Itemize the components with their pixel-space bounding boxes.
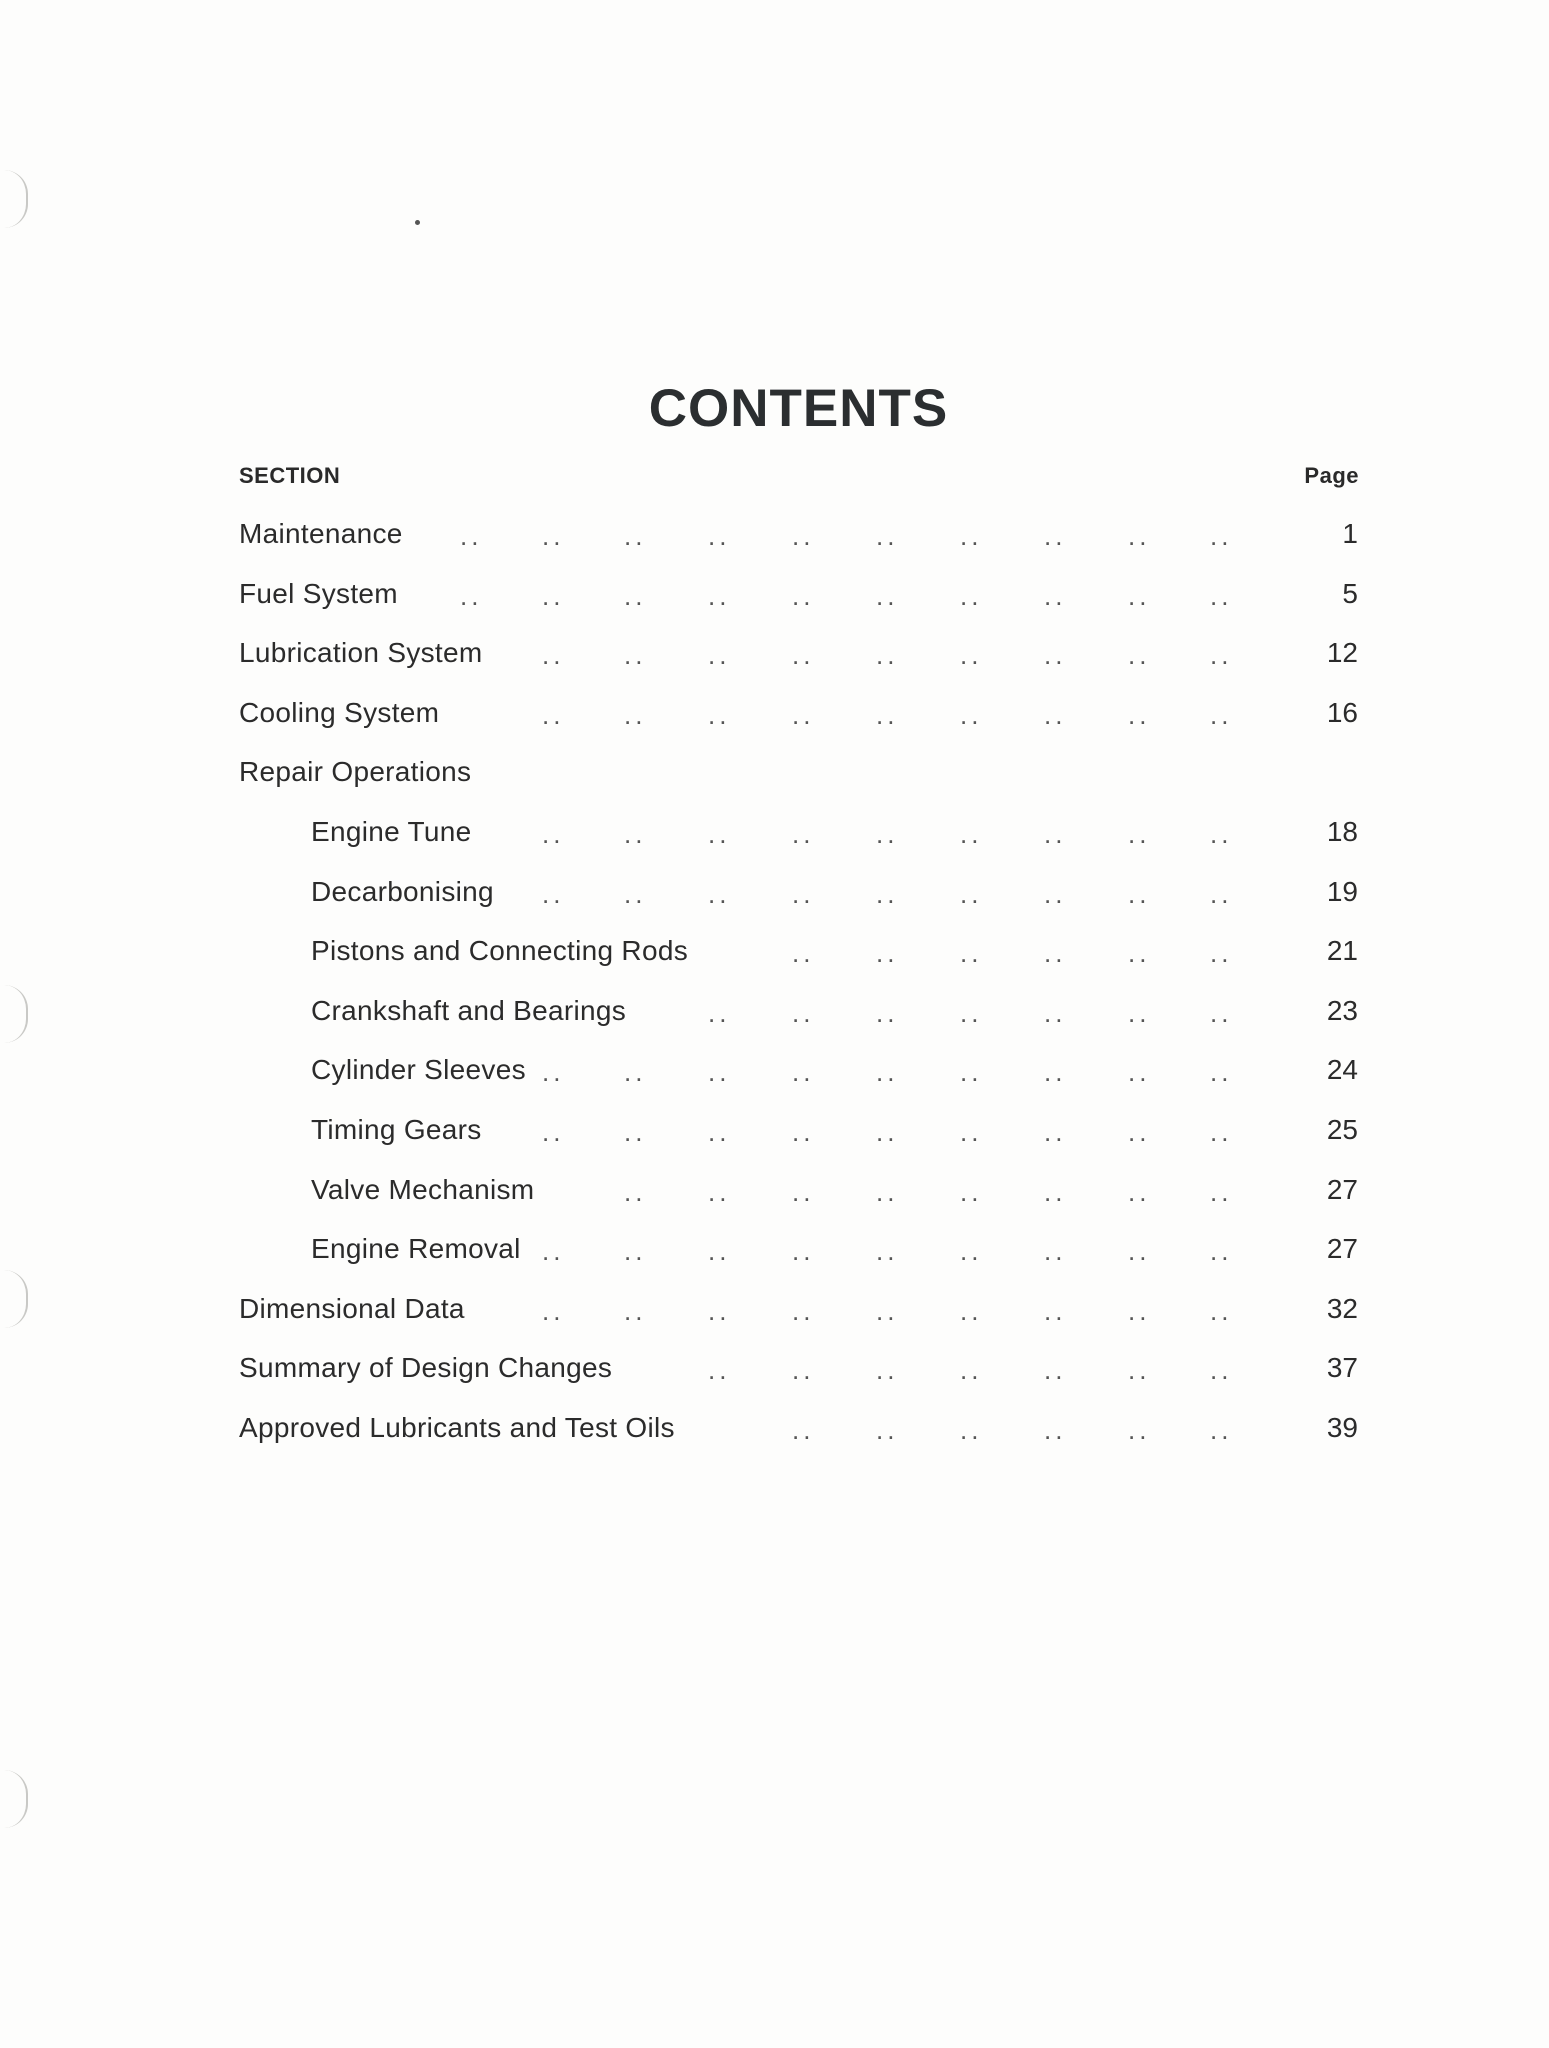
toc-leader-dots: .. (708, 1057, 731, 1088)
toc-leader-dots: .. (460, 521, 483, 551)
toc-leader-dots: .. (708, 640, 731, 671)
page-column-header: Page (1304, 463, 1359, 488)
toc-leader-dots: .. (1128, 640, 1151, 671)
toc-leader-dots: .. (1044, 580, 1067, 611)
toc-entry-page-number: 24 (1326, 1054, 1358, 1086)
toc-leader-dots: .. (1044, 1415, 1067, 1445)
toc-entry-label: Fuel System (239, 577, 398, 609)
toc-leader-dots: .. (876, 699, 899, 730)
toc-leader-dots: .. (624, 1117, 647, 1147)
toc-leader-dots: .. (876, 1176, 899, 1207)
toc-entry (0, 931, 1549, 971)
section-column-header: SECTION (239, 463, 341, 488)
toc-leader-dots: .. (960, 580, 983, 611)
toc-entry-page-number: 25 (1326, 1114, 1358, 1145)
toc-leader-dots: .. (1210, 699, 1233, 730)
toc-leader-dots: .. (792, 580, 815, 611)
toc-leader-dots: .. (792, 699, 815, 730)
toc-entry (0, 1110, 1549, 1150)
toc-leader-dots: .. (1210, 1355, 1233, 1386)
toc-leader-dots: .. (792, 819, 815, 849)
toc-leader-dots: .. (1128, 1295, 1151, 1326)
toc-leader-dots: .. (708, 878, 731, 909)
toc-leader-dots: .. (542, 580, 565, 611)
toc-entry-label: Decarbonising (311, 875, 494, 907)
toc-leader-dots: .. (1044, 938, 1067, 969)
toc-entry (0, 872, 1549, 912)
toc-leader-dots: .. (1128, 1236, 1151, 1267)
toc-leader-dots: .. (1128, 819, 1151, 849)
toc-leader-dots: .. (1210, 1176, 1233, 1207)
toc-entry-page-number: 5 (1342, 577, 1358, 609)
toc-leader-dots: .. (792, 521, 815, 551)
toc-leader-dots: .. (792, 1176, 815, 1207)
toc-leader-dots: .. (960, 1236, 983, 1267)
toc-leader-dots: .. (960, 699, 983, 730)
toc-leader-dots: .. (542, 1236, 565, 1267)
toc-entry-label: Repair Operations (239, 756, 472, 788)
toc-leader-dots: .. (960, 1295, 983, 1326)
page-title: CONTENTS (648, 379, 949, 438)
toc-leader-dots: .. (960, 1057, 983, 1088)
toc-leader-dots: .. (624, 1176, 647, 1207)
toc-entry-page-number: 21 (1326, 935, 1358, 967)
toc-entry-label: Timing Gears (311, 1114, 482, 1145)
toc-leader-dots: .. (1044, 878, 1067, 909)
toc-leader-dots: .. (876, 640, 899, 671)
toc-leader-dots: .. (624, 1236, 647, 1267)
toc-leader-dots: .. (542, 1117, 565, 1147)
toc-entry (0, 1348, 1549, 1388)
toc-leader-dots: .. (876, 580, 899, 611)
toc-leader-dots: .. (1210, 640, 1233, 671)
toc-entry-page-number: 27 (1326, 1233, 1358, 1265)
toc-entry (0, 752, 1549, 792)
toc-leader-dots: .. (876, 1355, 899, 1386)
toc-leader-dots: .. (708, 1117, 731, 1147)
toc-leader-dots: .. (1128, 878, 1151, 909)
toc-leader-dots: .. (624, 699, 647, 730)
toc-leader-dots: .. (1128, 1176, 1151, 1207)
toc-leader-dots: .. (876, 1415, 899, 1445)
toc-entry (0, 1289, 1549, 1329)
toc-leader-dots: .. (624, 1057, 647, 1088)
toc-leader-dots: .. (1128, 580, 1151, 611)
toc-entry-page-number: 12 (1326, 637, 1358, 669)
toc-entry-label: Valve Mechanism (311, 1173, 535, 1205)
toc-entry-page-number: 16 (1326, 696, 1358, 728)
toc-entry-label: Engine Removal (311, 1233, 521, 1265)
toc-entry-page-number: 1 (1342, 518, 1358, 549)
toc-leader-dots: .. (792, 1415, 815, 1445)
toc-entry (0, 633, 1549, 673)
toc-leader-dots: .. (708, 1236, 731, 1267)
toc-entry (0, 1229, 1549, 1269)
toc-leader-dots: .. (1128, 1117, 1151, 1147)
toc-entry-label: Cylinder Sleeves (311, 1054, 526, 1086)
toc-entry (0, 514, 1549, 554)
toc-leader-dots: .. (542, 640, 565, 671)
toc-entry (0, 693, 1549, 733)
toc-leader-dots: .. (1044, 997, 1067, 1028)
toc-leader-dots: .. (960, 521, 983, 551)
toc-entry-label: Crankshaft and Bearings (311, 994, 627, 1026)
toc-entry (0, 1050, 1549, 1090)
toc-leader-dots: .. (1044, 1057, 1067, 1088)
toc-leader-dots: .. (876, 938, 899, 969)
toc-leader-dots: .. (876, 1117, 899, 1147)
toc-leader-dots: .. (708, 1176, 731, 1207)
toc-entry-page-number: 32 (1326, 1292, 1358, 1324)
toc-leader-dots: .. (792, 878, 815, 909)
toc-leader-dots: .. (1044, 640, 1067, 671)
toc-entry-label: Dimensional Data (239, 1292, 465, 1324)
toc-leader-dots: .. (708, 819, 731, 849)
toc-leader-dots: .. (792, 1236, 815, 1267)
toc-leader-dots: .. (792, 1057, 815, 1088)
toc-leader-dots: .. (1210, 580, 1233, 611)
toc-leader-dots: .. (792, 1295, 815, 1326)
toc-entry-label: Maintenance (239, 518, 403, 549)
toc-leader-dots: .. (1044, 1176, 1067, 1207)
toc-leader-dots: .. (792, 997, 815, 1028)
toc-leader-dots: .. (624, 521, 647, 551)
toc-leader-dots: .. (1128, 1057, 1151, 1088)
toc-entry-page-number: 39 (1326, 1412, 1358, 1443)
toc-leader-dots: .. (1210, 878, 1233, 909)
toc-leader-dots: .. (1044, 699, 1067, 730)
toc-leader-dots: .. (542, 521, 565, 551)
toc-leader-dots: .. (960, 1415, 983, 1445)
toc-leader-dots: .. (1210, 819, 1233, 849)
toc-leader-dots: .. (1210, 521, 1233, 551)
toc-leader-dots: .. (624, 819, 647, 849)
toc-leader-dots: .. (876, 1236, 899, 1267)
toc-entry (0, 574, 1549, 614)
toc-leader-dots: .. (624, 640, 647, 671)
toc-leader-dots: .. (1128, 1415, 1151, 1445)
toc-leader-dots: .. (1044, 1236, 1067, 1267)
toc-leader-dots: .. (960, 878, 983, 909)
toc-leader-dots: .. (792, 640, 815, 671)
toc-leader-dots: .. (792, 938, 815, 969)
toc-leader-dots: .. (876, 878, 899, 909)
toc-leader-dots: .. (792, 1355, 815, 1386)
toc-entry-page-number: 19 (1326, 875, 1358, 907)
toc-leader-dots: .. (876, 521, 899, 551)
toc-leader-dots: .. (1044, 1295, 1067, 1326)
toc-entry-label: Lubrication System (239, 637, 483, 669)
toc-leader-dots: .. (1044, 1355, 1067, 1386)
toc-entry-page-number: 18 (1326, 816, 1358, 847)
toc-entry (0, 1170, 1549, 1210)
toc-leader-dots: .. (1044, 521, 1067, 551)
toc-leader-dots: .. (876, 997, 899, 1028)
toc-leader-dots: .. (960, 997, 983, 1028)
toc-leader-dots: .. (708, 1355, 731, 1386)
toc-leader-dots: .. (1044, 1117, 1067, 1147)
toc-leader-dots: .. (624, 580, 647, 611)
toc-leader-dots: .. (1128, 521, 1151, 551)
toc-leader-dots: .. (1210, 1117, 1233, 1147)
toc-leader-dots: .. (1210, 1415, 1233, 1445)
toc-entry (0, 1408, 1549, 1448)
toc-leader-dots: .. (708, 699, 731, 730)
toc-leader-dots: .. (960, 640, 983, 671)
toc-entry-label: Summary of Design Changes (239, 1352, 613, 1384)
toc-leader-dots: .. (1044, 819, 1067, 849)
toc-leader-dots: .. (708, 997, 731, 1028)
toc-leader-dots: .. (542, 1295, 565, 1326)
toc-leader-dots: .. (1210, 938, 1233, 969)
toc-leader-dots: .. (1210, 1057, 1233, 1088)
toc-entry-page-number: 37 (1326, 1352, 1358, 1384)
toc-leader-dots: .. (542, 878, 565, 909)
toc-entry-page-number: 23 (1326, 994, 1358, 1026)
toc-leader-dots: .. (542, 819, 565, 849)
toc-leader-dots: .. (1128, 938, 1151, 969)
toc-entry-label: Approved Lubricants and Test Oils (239, 1412, 675, 1443)
toc-leader-dots: .. (460, 580, 483, 611)
toc-entry-label: Pistons and Connecting Rods (311, 935, 688, 967)
toc-leader-dots: .. (960, 1117, 983, 1147)
toc-leader-dots: .. (960, 1176, 983, 1207)
toc-entry-label: Cooling System (239, 696, 440, 728)
toc-leader-dots: .. (960, 938, 983, 969)
toc-leader-dots: .. (876, 1295, 899, 1326)
toc-entry-label: Engine Tune (311, 816, 472, 847)
toc-leader-dots: .. (792, 1117, 815, 1147)
toc-leader-dots: .. (708, 521, 731, 551)
toc-leader-dots: .. (542, 1057, 565, 1088)
toc-leader-dots: .. (1128, 1355, 1151, 1386)
toc-leader-dots: .. (624, 878, 647, 909)
toc-entry (0, 812, 1549, 852)
toc-leader-dots: .. (1210, 997, 1233, 1028)
toc-leader-dots: .. (624, 1295, 647, 1326)
toc-leader-dots: .. (876, 819, 899, 849)
toc-leader-dots: .. (960, 1355, 983, 1386)
toc-leader-dots: .. (1210, 1295, 1233, 1326)
toc-leader-dots: .. (1210, 1236, 1233, 1267)
toc-leader-dots: .. (1128, 997, 1151, 1028)
toc-leader-dots: .. (960, 819, 983, 849)
toc-leader-dots: .. (708, 580, 731, 611)
toc-leader-dots: .. (1128, 699, 1151, 730)
toc-leader-dots: .. (542, 699, 565, 730)
toc-entry (0, 991, 1549, 1031)
toc-leader-dots: .. (876, 1057, 899, 1088)
toc-leader-dots: .. (708, 1295, 731, 1326)
toc-entry-page-number: 27 (1326, 1173, 1358, 1205)
